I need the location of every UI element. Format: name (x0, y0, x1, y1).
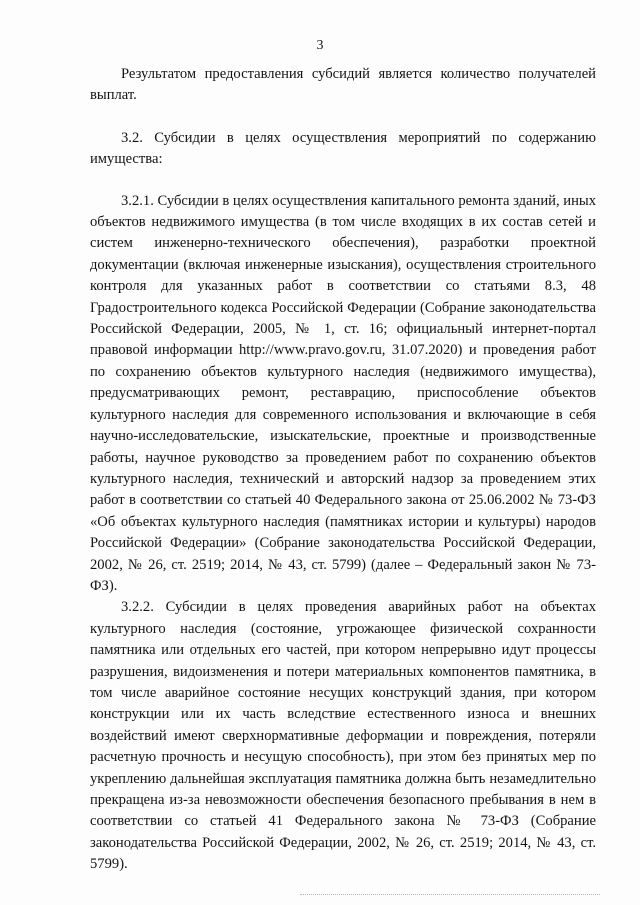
paragraph-result: Результатом предоставления субсидий является количество получателей выплат. (90, 66, 596, 104)
page-number: 3 (316, 38, 324, 53)
document-body (90, 64, 596, 876)
paragraph-3-2: 3.2. Субсидии в целях осуществления мероприятий по содержанию имущества: (90, 129, 596, 168)
scan-edge-mark (300, 894, 600, 897)
paragraph-3-2-1: 3.2.1. Субсидии в целях осуществления капитального ремонта зданий, иных объектов недвижимого имущества (в том числе входящих в их состав сетей и систем инженерно-технического обеспечения), разработки проектной документации (включая инженерные изыскания), осуществления строительного контроля для указанных работ в соответствии со статьями 8.3, 48 Градостроительного кодекса Российской Федерации (Собрание законодательства Российской Федерации, 2005, № 1, ст. 16; официальный интернет-портал правовой информации http://www.pravo.gov.ru, 31.07.2020) и проведения работ по сохранению объектов культурного наследия (недвижимого имущества), предусматривающих ремонт, реставрацию, приспособление объектов культурного наследия для современного использования и включающие в себя научно-исследовательские, изыскательские, проектные и производственные работы, научное руководство за проведением работ по сохранению объектов культурного наследия, технический и авторский надзор за проведением этих работ в соответствии со статьей 40 Федерального закона от 25.06.2002 № 73-ФЗ «Об объектах культурного наследия (памятниках истории и культуры) народов Российской Федерации» (Собрание законодательства Российской Федерации, 2002, № 26, ст. 2519; 2014, № 43, ст. 5799) (далее – Федеральный закон № 73-ФЗ). (90, 192, 596, 594)
paragraph-3-2-2: 3.2.2. Субсидии в целях проведения аварийных работ на объектах культурного наследия (состояние, угрожающее физической сохранности памятника или отдельных его частей, при котором непрерывно идут процессы разрушения, видоизменения и потери материальных компонентов памятника, в том числе аварийное состояние несущих конструкций здания, при котором конструкции или их часть вследствие естественного износа и внешних воздействий имеют сверхнормативные деформации и повреждения, потеряли расчетную прочность и несущую способность), при этом без принятых мер по укреплению дальнейшая эксплуатация памятника должна быть незамедлительно прекращена из-за невозможности обеспечения безопасного пребывания в нем в соответствии со статьей 41 Федерального закона № 73-ФЗ (Собрание законодательства Российской Федерации, 2002, № 26, ст. 2519; 2014, № 43, ст. 5799). (90, 599, 596, 873)
